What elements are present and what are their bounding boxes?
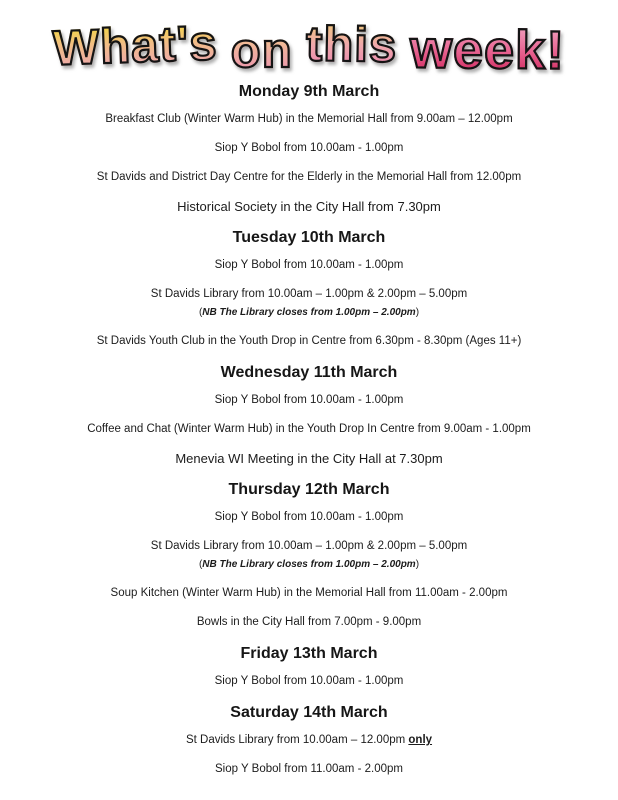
day-header: Thursday 12th March xyxy=(228,481,390,498)
event-line: Menevia WI Meeting in the City Hall at 7.30pm xyxy=(175,451,443,466)
event-text-part: NB The Library closes from 1.00pm – 2.00pm xyxy=(202,307,416,318)
day-events xyxy=(0,733,618,776)
event-line xyxy=(0,733,618,747)
event-line: St Davids Youth Club in the Youth Drop in Centre from 6.30pm - 8.30pm (Ages 11+) xyxy=(96,335,522,347)
emphasis-text: only xyxy=(408,734,433,746)
schedule xyxy=(0,76,618,776)
day-header: Tuesday 10th March xyxy=(232,229,386,246)
day-events xyxy=(0,112,618,215)
event-text-part: St Davids Library from 10.00am – 12.00pm xyxy=(185,734,409,746)
event-line: Breakfast Club (Winter Warm Hub) in the Memorial Hall from 9.00am – 12.00pm xyxy=(105,113,513,125)
event-line: Coffee and Chat (Winter Warm Hub) in the Youth Drop In Centre from 9.00am - 1.00pm xyxy=(87,423,531,435)
day-section xyxy=(0,82,618,215)
event-text-part: ( xyxy=(198,307,203,318)
event-text-part: ) xyxy=(415,307,420,318)
event-line: St Davids and District Day Centre for the Elderly in the Memorial Hall from 12.00pm xyxy=(96,171,522,183)
event-line: Siop Y Bobol from 10.00am - 1.00pm xyxy=(214,259,404,271)
day-section xyxy=(0,363,618,467)
event-line: Siop Y Bobol from 10.00am - 1.00pm xyxy=(214,675,404,687)
day-events xyxy=(0,510,618,629)
event-text-part: ) xyxy=(415,559,420,570)
day-header: Friday 13th March xyxy=(240,645,378,662)
event-line xyxy=(0,559,618,571)
event-line: Soup Kitchen (Winter Warm Hub) in the Memorial Hall from 11.00am - 2.00pm xyxy=(110,587,508,599)
day-section xyxy=(0,228,618,348)
day-events xyxy=(0,393,618,467)
event-line: Historical Society in the City Hall from 7.30pm xyxy=(177,199,441,214)
event-line: Siop Y Bobol from 10.00am - 1.00pm xyxy=(214,394,404,406)
day-header: Monday 9th March xyxy=(238,83,380,100)
title-word-on: on xyxy=(230,24,293,78)
title-word-whats: What's xyxy=(52,16,219,76)
event-line: Siop Y Bobol from 11.00am - 2.00pm xyxy=(215,763,403,775)
day-section xyxy=(0,703,618,776)
day-header: Saturday 14th March xyxy=(230,704,388,721)
event-line: St Davids Library from 10.00am – 1.00pm & 2.00pm – 5.00pm xyxy=(150,288,468,300)
event-line: Siop Y Bobol from 10.00am - 1.00pm xyxy=(214,142,404,154)
event-line: St Davids Library from 10.00am – 1.00pm & 2.00pm – 5.00pm xyxy=(150,540,468,552)
day-header: Wednesday 11th March xyxy=(220,364,398,381)
day-section xyxy=(0,644,618,688)
page-title xyxy=(0,0,618,81)
event-line xyxy=(0,307,618,319)
event-line: Siop Y Bobol from 10.00am - 1.00pm xyxy=(214,511,404,523)
title-word-week: week! xyxy=(409,19,566,81)
day-section xyxy=(0,480,618,629)
day-events xyxy=(0,258,618,348)
event-text-part: NB The Library closes from 1.00pm – 2.00pm xyxy=(202,559,416,570)
event-text-part: ( xyxy=(198,559,203,570)
title-word-this: this xyxy=(305,17,398,73)
day-events xyxy=(0,674,618,688)
event-line: Bowls in the City Hall from 7.00pm - 9.00pm xyxy=(196,616,422,628)
